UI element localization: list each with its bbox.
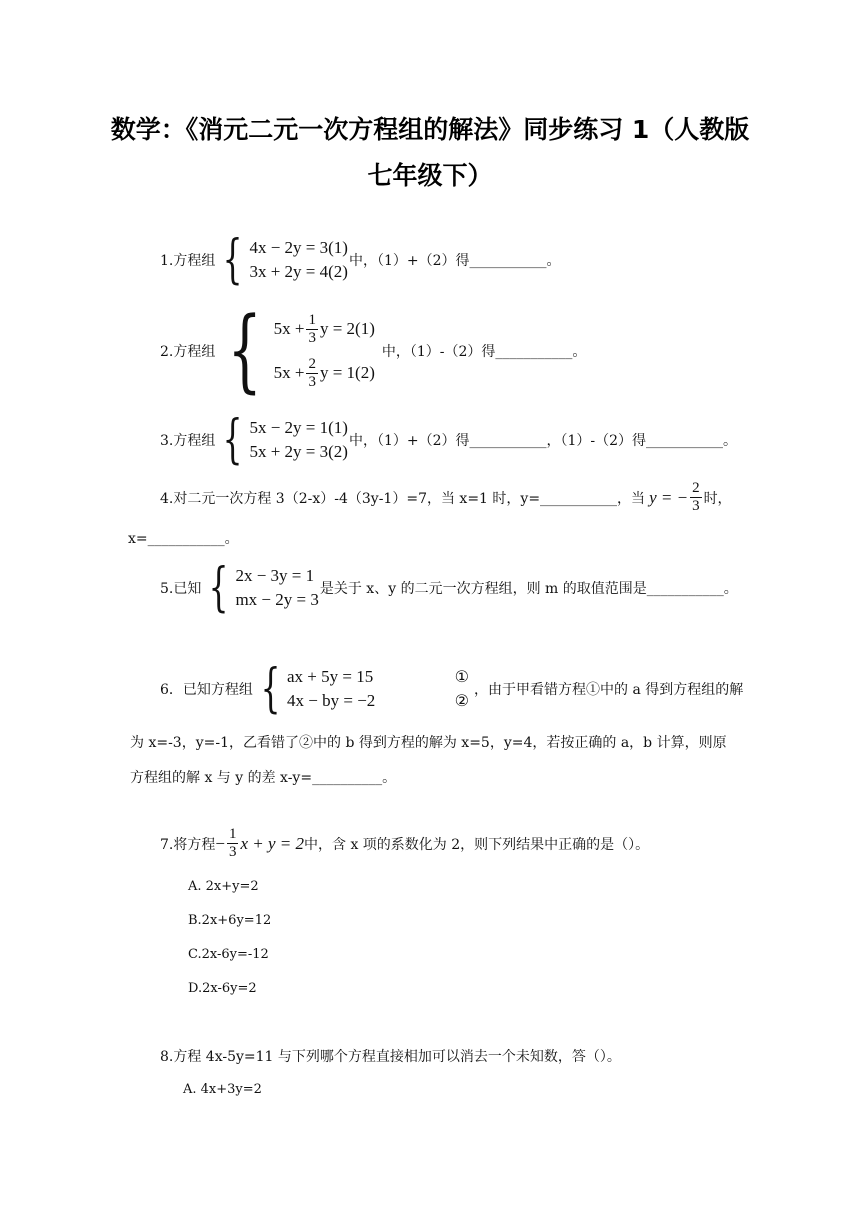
question-3 xyxy=(160,410,738,470)
left-brace-icon: { xyxy=(208,558,229,618)
q1-equation-2: 3x + 2y = 4(2) xyxy=(249,262,348,281)
circled-2-mark: ② xyxy=(454,691,470,710)
q4-line-2: x=___________。 xyxy=(128,531,239,547)
circled-1-mark: ① xyxy=(454,667,470,686)
question-8: 8.方程 4x-5y=11 与下列哪个方程直接相加可以消去一个未知数，答（）。 xyxy=(160,1049,621,1065)
q1-equation-1: 4x − 2y = 3(1) xyxy=(249,238,348,257)
q4-text-b: 时， xyxy=(703,490,732,507)
question-5 xyxy=(160,558,738,618)
left-brace-icon: { xyxy=(222,230,243,290)
q7-math-minus: − xyxy=(215,833,225,853)
q5-equation-1: 2x − 3y = 1 xyxy=(235,566,315,585)
q2-eq2-fraction: $\frac{2}{3}$ xyxy=(308,355,316,390)
q7-math: x + y = 2 xyxy=(240,833,304,853)
q7-option-d: D.2x-6y=2 xyxy=(188,981,257,996)
q4-fraction: $\frac{2}{3}$ xyxy=(692,480,700,514)
q2-prefix: 2.方程组 xyxy=(160,344,216,360)
q7-option-b: B.2x+6y=12 xyxy=(188,913,272,928)
q6-prefix: 6．已知方程组 xyxy=(160,682,253,698)
q7-option-c: C.2x-6y=-12 xyxy=(188,947,269,962)
q4-math: y = − xyxy=(649,487,689,507)
left-brace-icon: { xyxy=(227,298,263,403)
q6-line-3: 方程组的解 x 与 y 的差 x-y=__________。 xyxy=(130,770,397,786)
q3-equation-2: 5x + 2y = 3(2) xyxy=(249,442,348,461)
q2-eq1-fraction: $\frac{1}{3}$ xyxy=(308,311,316,346)
question-4 xyxy=(160,480,732,515)
q1-prefix: 1.方程组 xyxy=(160,253,216,269)
q7-suffix: 中，含 x 项的系数化为 2，则下列结果中正确的是（）。 xyxy=(304,836,650,853)
q5-equation-system xyxy=(202,558,319,618)
q1-suffix: 中，（1）+（2）得___________。 xyxy=(348,253,561,269)
q6-equation-1: ax + 5y = 15 ① xyxy=(287,665,469,689)
question-6 xyxy=(160,659,744,719)
left-brace-icon: { xyxy=(260,659,281,719)
q2-suffix: 中，（1）-（2）得___________。 xyxy=(381,344,587,360)
question-1 xyxy=(160,230,561,290)
question-7 xyxy=(160,826,649,861)
q5-prefix: 5.已知 xyxy=(160,581,202,597)
q6-line-2: 为 x=-3，y=-1，乙看错了②中的 b 得到方程的解为 x=5，y=4，若按正确的 a，b 计算，则原 xyxy=(130,735,727,751)
q2-equation-system xyxy=(216,298,375,403)
q3-prefix: 3.方程组 xyxy=(160,433,216,449)
question-2 xyxy=(160,298,587,403)
q4-text-a: 4.对二元一次方程 3（2-x）-4（3y-1）=7，当 x=1 时，y=___________，当 xyxy=(160,490,646,507)
q8-option-a: A. 4x+3y=2 xyxy=(183,1082,262,1097)
q6-equation-2: 4x − by = −2 ② xyxy=(287,689,469,713)
q1-equation-system xyxy=(216,230,348,290)
q2-equation-2: 5x + $\frac{2}{3}$ y = 1(2) xyxy=(273,355,375,390)
q7-fraction: $\frac{1}{3}$ xyxy=(228,826,237,860)
page-title-line1: 数学：《消元二元一次方程组的解法》同步练习 1（人教版 xyxy=(110,115,750,144)
q3-suffix: 中，（1）+（2）得___________，（1）-（2）得___________。 xyxy=(348,433,738,449)
q5-equation-2: mx − 2y = 3 xyxy=(235,590,319,609)
q6-equation-system xyxy=(254,659,470,719)
q5-suffix: 是关于 x、y 的二元一次方程组，则 m 的取值范围是___________。 xyxy=(319,581,738,597)
q6-suffix: ，由于甲看错方程①中的 a 得到方程组的解 xyxy=(474,682,744,698)
q7-prefix: 7.将方程 xyxy=(160,836,216,853)
q3-equation-system xyxy=(216,410,348,470)
q3-equation-1: 5x − 2y = 1(1) xyxy=(249,418,348,437)
q7-option-a: A. 2x+y=2 xyxy=(188,879,259,894)
left-brace-icon: { xyxy=(222,410,243,470)
page-title-line2: 七年级下） xyxy=(367,161,493,190)
q2-equation-1: 5x + $\frac{1}{3}$ y = 2(1) xyxy=(273,311,375,346)
